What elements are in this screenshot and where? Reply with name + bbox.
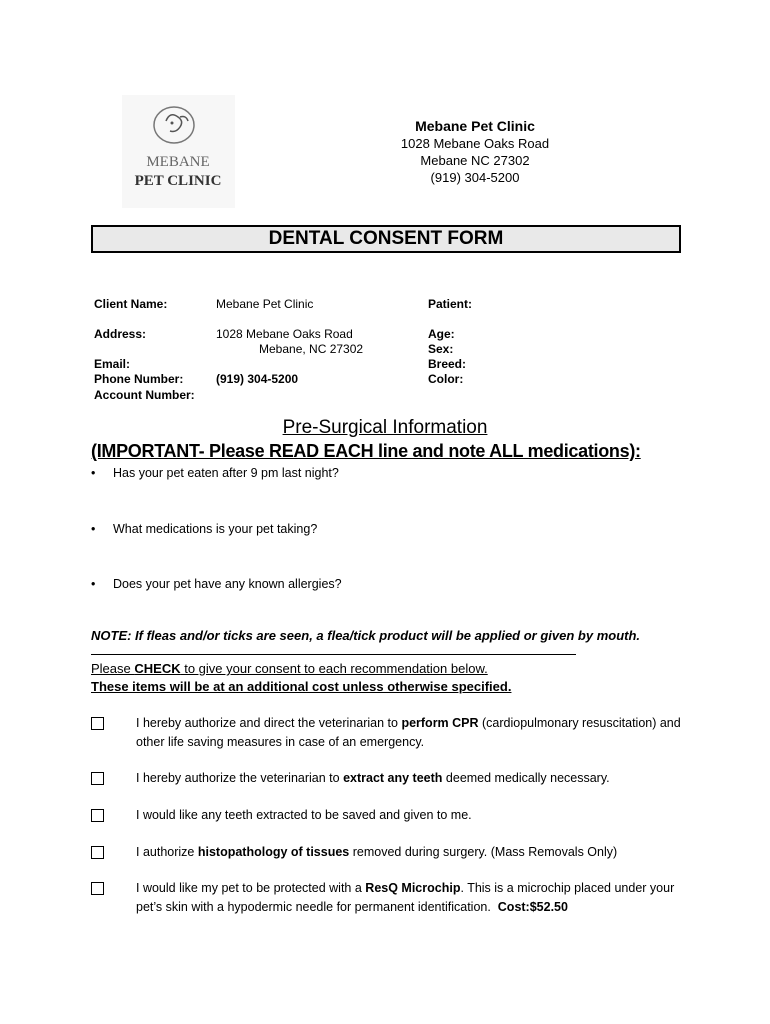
item-text: I hereby authorize and direct the veterinarian to xyxy=(136,716,402,730)
item-text: removed during surgery. (Mass Removals Only) xyxy=(349,845,618,859)
consent-checkbox-histopathology[interactable] xyxy=(91,846,104,859)
flea-tick-note: NOTE: If fleas and/or ticks are seen, a flea/tick product will be applied or given by mouth. xyxy=(91,628,641,643)
item-text: pet’s skin with a hypodermic needle for permanent identification. xyxy=(136,900,491,914)
check-instruction xyxy=(91,661,488,676)
bullet: • xyxy=(91,466,96,480)
consent-item-cpr xyxy=(136,714,696,752)
item-text: I authorize xyxy=(136,845,198,859)
item-text: I would like my pet to be protected with a xyxy=(136,881,366,895)
sex-label: Sex: xyxy=(428,342,454,356)
question-item xyxy=(91,466,339,480)
clinic-name: Mebane Pet Clinic xyxy=(415,118,535,134)
item-text: I would like any teeth extracted to be saved and given to me. xyxy=(136,808,472,822)
patient-label: Patient: xyxy=(428,297,473,311)
clinic-phone: (919) 304-5200 xyxy=(430,170,520,185)
item-text: other life saving measures in case of an emergency. xyxy=(136,735,425,749)
consent-item-extract xyxy=(136,769,696,788)
form-title: DENTAL CONSENT FORM xyxy=(268,228,504,249)
breed-label: Breed: xyxy=(428,357,467,371)
color-label: Color: xyxy=(428,372,464,386)
additional-cost-notice: These items will be at an additional cost unless otherwise specified. xyxy=(91,679,512,694)
client-name-label: Client Name: xyxy=(94,297,168,311)
bullet: • xyxy=(91,577,96,591)
phone-value: (919) 304-5200 xyxy=(216,372,299,386)
logo-line1: MEBANE xyxy=(146,154,210,170)
check-suffix: to give your consent to each recommendation below. xyxy=(180,661,488,676)
account-label: Account Number: xyxy=(94,388,195,402)
divider xyxy=(91,654,576,655)
age-label: Age: xyxy=(428,327,455,341)
item-text: . This is a microchip placed under your xyxy=(460,881,675,895)
question-text: What medications is your pet taking? xyxy=(113,522,318,536)
address-line2-value: Mebane, NC 27302 xyxy=(259,342,364,356)
email-label: Email: xyxy=(94,357,131,371)
address-label: Address: xyxy=(94,327,147,341)
clinic-header xyxy=(380,118,570,186)
item-bold: perform CPR xyxy=(401,716,479,730)
consent-item-microchip xyxy=(136,879,696,917)
consent-item-histopathology xyxy=(136,843,696,862)
clinic-address1: 1028 Mebane Oaks Road xyxy=(400,136,550,151)
item-text: I hereby authorize the veterinarian to xyxy=(136,771,344,785)
check-prefix: Please xyxy=(91,661,135,676)
consent-checkbox-save-teeth[interactable] xyxy=(91,809,104,822)
bullet: • xyxy=(91,522,96,536)
consent-checkbox-extract[interactable] xyxy=(91,772,104,785)
consent-item-save-teeth xyxy=(136,806,696,825)
item-bold: ResQ Microchip xyxy=(365,881,461,895)
clinic-address2: Mebane NC 27302 xyxy=(420,153,530,168)
item-bold: histopathology of tissues xyxy=(197,845,350,859)
question-text: Has your pet eaten after 9 pm last night? xyxy=(113,466,339,480)
consent-checkbox-microchip[interactable] xyxy=(91,882,104,895)
logo-line2: PET CLINIC xyxy=(134,173,222,189)
item-text: deemed medically necessary. xyxy=(442,771,610,785)
address-line1-value: 1028 Mebane Oaks Road xyxy=(216,327,353,341)
client-name-value: Mebane Pet Clinic xyxy=(216,297,314,311)
consent-checkbox-cpr[interactable] xyxy=(91,717,104,730)
phone-label: Phone Number: xyxy=(94,372,184,386)
important-notice: (IMPORTANT- Please READ EACH line and note ALL medications): xyxy=(91,441,641,461)
item-bold: extract any teeth xyxy=(343,771,443,785)
question-item xyxy=(91,577,342,591)
check-word: CHECK xyxy=(134,661,181,676)
pet-clinic-logo-icon xyxy=(122,95,235,208)
question-text: Does your pet have any known allergies? xyxy=(113,577,342,591)
item-text: (cardiopulmonary resuscitation) and xyxy=(478,716,681,730)
form-title-box xyxy=(91,225,681,253)
section-title: Pre-Surgical Information xyxy=(282,417,488,438)
clinic-logo xyxy=(122,95,235,208)
question-item xyxy=(91,522,317,536)
microchip-cost: Cost:$52.50 xyxy=(497,900,568,914)
